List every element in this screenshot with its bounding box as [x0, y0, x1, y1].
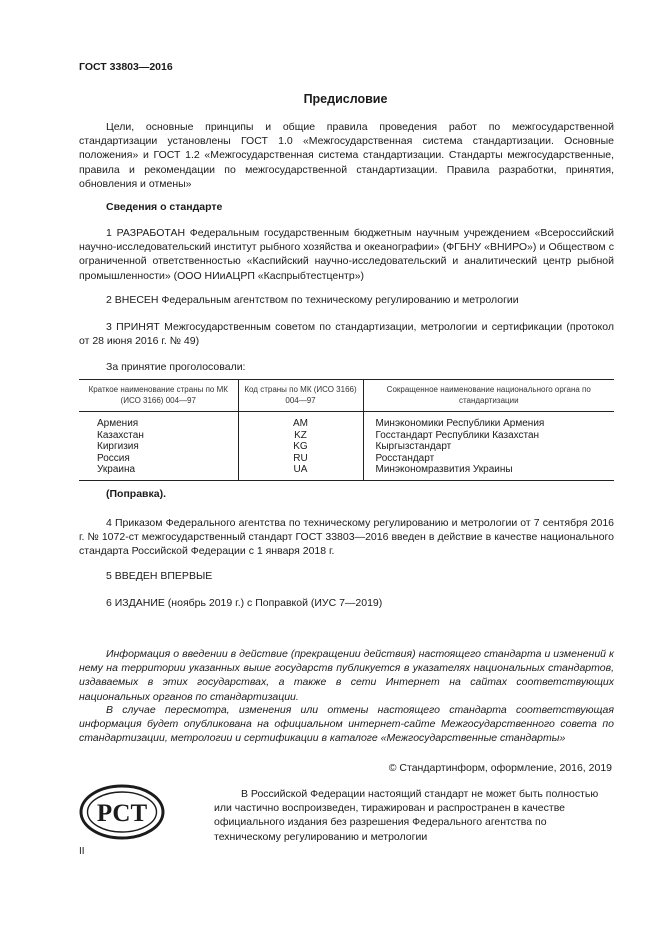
header-country-code: Код страны по МК (ИСО 3166) 004—97: [238, 380, 363, 412]
country-code: KG: [238, 441, 363, 453]
table-header-row: [79, 380, 614, 412]
table-row: [79, 464, 614, 480]
copyright-notice: В Российской Федерации настоящий стандарт не может быть полностью или частично воспроизведен, тиражирован и распространен в качестве официального издания без разрешения Федерального агентства по техническому регулированию и метрологии: [214, 788, 599, 843]
amendment-note: (Поправка).: [106, 488, 167, 500]
document-code: ГОСТ 33803—2016: [79, 61, 173, 73]
country-name: Россия: [97, 452, 130, 464]
country-code: AM: [238, 412, 363, 430]
country-code: KZ: [238, 430, 363, 442]
national-body: Кыргызстандарт: [363, 441, 614, 453]
info-heading: Сведения о стандарте: [106, 201, 223, 213]
page-number: II: [79, 846, 85, 857]
gost-r-logo: [79, 783, 165, 841]
item-4-order: 4 Приказом Федерального агентства по техническому регулированию и метрологии от 7 сентября 2016 г. № 1072-ст межгосударственный стандарт ГОСТ 33803—2016 введен в действие в качестве национального стандарта Российской Федерации с 1 января 2018 г.: [79, 517, 614, 558]
rst-logo-icon: [79, 783, 165, 841]
logo-letters: РСТ: [96, 800, 148, 827]
info-note-publication: Информация о введении в действие (прекращении действия) настоящего стандарта и изменений к нему на территории указанных выше государств публикуется в указателях национальных стандартов, издаваемых в этих государствах, а также в сети Интернет на сайтах соответствующих национальных органов по стандартизации.: [79, 648, 614, 703]
copyright: © Стандартинформ, оформление, 2016, 2019: [388, 762, 612, 774]
item-3-adopted: 3 ПРИНЯТ Межгосударственным советом по стандартизации, метрологии и сертификации (протокол от 28 июня 2016 г. № 49): [79, 321, 614, 348]
item-2-introduced: 2 ВНЕСЕН Федеральным агентством по техническому регулированию и метрологии: [106, 294, 519, 306]
item-1-developed: 1 РАЗРАБОТАН Федеральным государственным бюджетным научным учреждением «Всероссийский научно-исследовательский институт рыбного хозяйства и океанографии» (ФГБНУ «ВНИРО») и Обществом с ограниченной ответственностью «Каспийский научно-исследовательский и аналитический центр рыбной промышленности» (ООО НИиАЦРП «Каспрыбтестцентр»): [79, 227, 614, 282]
page-title: Предисловие: [303, 92, 388, 106]
country-name: Армения: [97, 418, 139, 429]
country-code: RU: [238, 453, 363, 465]
national-body: Росстандарт: [363, 453, 614, 465]
voted-label: За принятие проголосовали:: [106, 361, 246, 373]
country-name: Киргизия: [97, 441, 139, 452]
national-body: Минэкономразвития Украины: [363, 464, 614, 480]
header-national-body: Сокращенное наименование национального органа по стандартизации: [363, 380, 614, 412]
intro-paragraph: Цели, основные принципы и общие правила проведения работ по межгосударственной стандартизации установлены ГОСТ 1.0 «Межгосударственная система стандартизации. Основные положения» и ГОСТ 1.2 «Межгосударственная система стандартизации. Стандарты межгосударственные, правила и рекомендации по межгосударственной стандартизации. Правила разработки, принятия, обновления и отмены»: [79, 121, 614, 190]
item-5-first-introduced: 5 ВВЕДЕН ВПЕРВЫЕ: [106, 570, 213, 582]
item-6-edition: 6 ИЗДАНИЕ (ноябрь 2019 г.) с Поправкой (ИУС 7—2019): [106, 597, 383, 609]
voting-table: [79, 379, 614, 481]
country-name: Украина: [79, 464, 238, 480]
country-code: UA: [238, 464, 363, 480]
national-body: Госстандарт Республики Казахстан: [363, 430, 614, 442]
country-name: Казахстан: [97, 429, 144, 441]
table-row: [79, 430, 614, 442]
header-country-name: Краткое наименование страны по МК (ИСО 3166) 004—97: [79, 380, 238, 412]
national-body: Минэкономики Республики Армения: [363, 412, 614, 430]
table-row: [79, 412, 614, 430]
table-row: [79, 453, 614, 465]
table-row: [79, 441, 614, 453]
info-note-revision: В случае пересмотра, изменения или отмены настоящего стандарта соответствующая информация будет опубликована на официальном интернет-сайте Межгосударственного совета по стандартизации, метрологии и сертификации в каталоге «Межгосударственные стандарты»: [79, 704, 614, 745]
